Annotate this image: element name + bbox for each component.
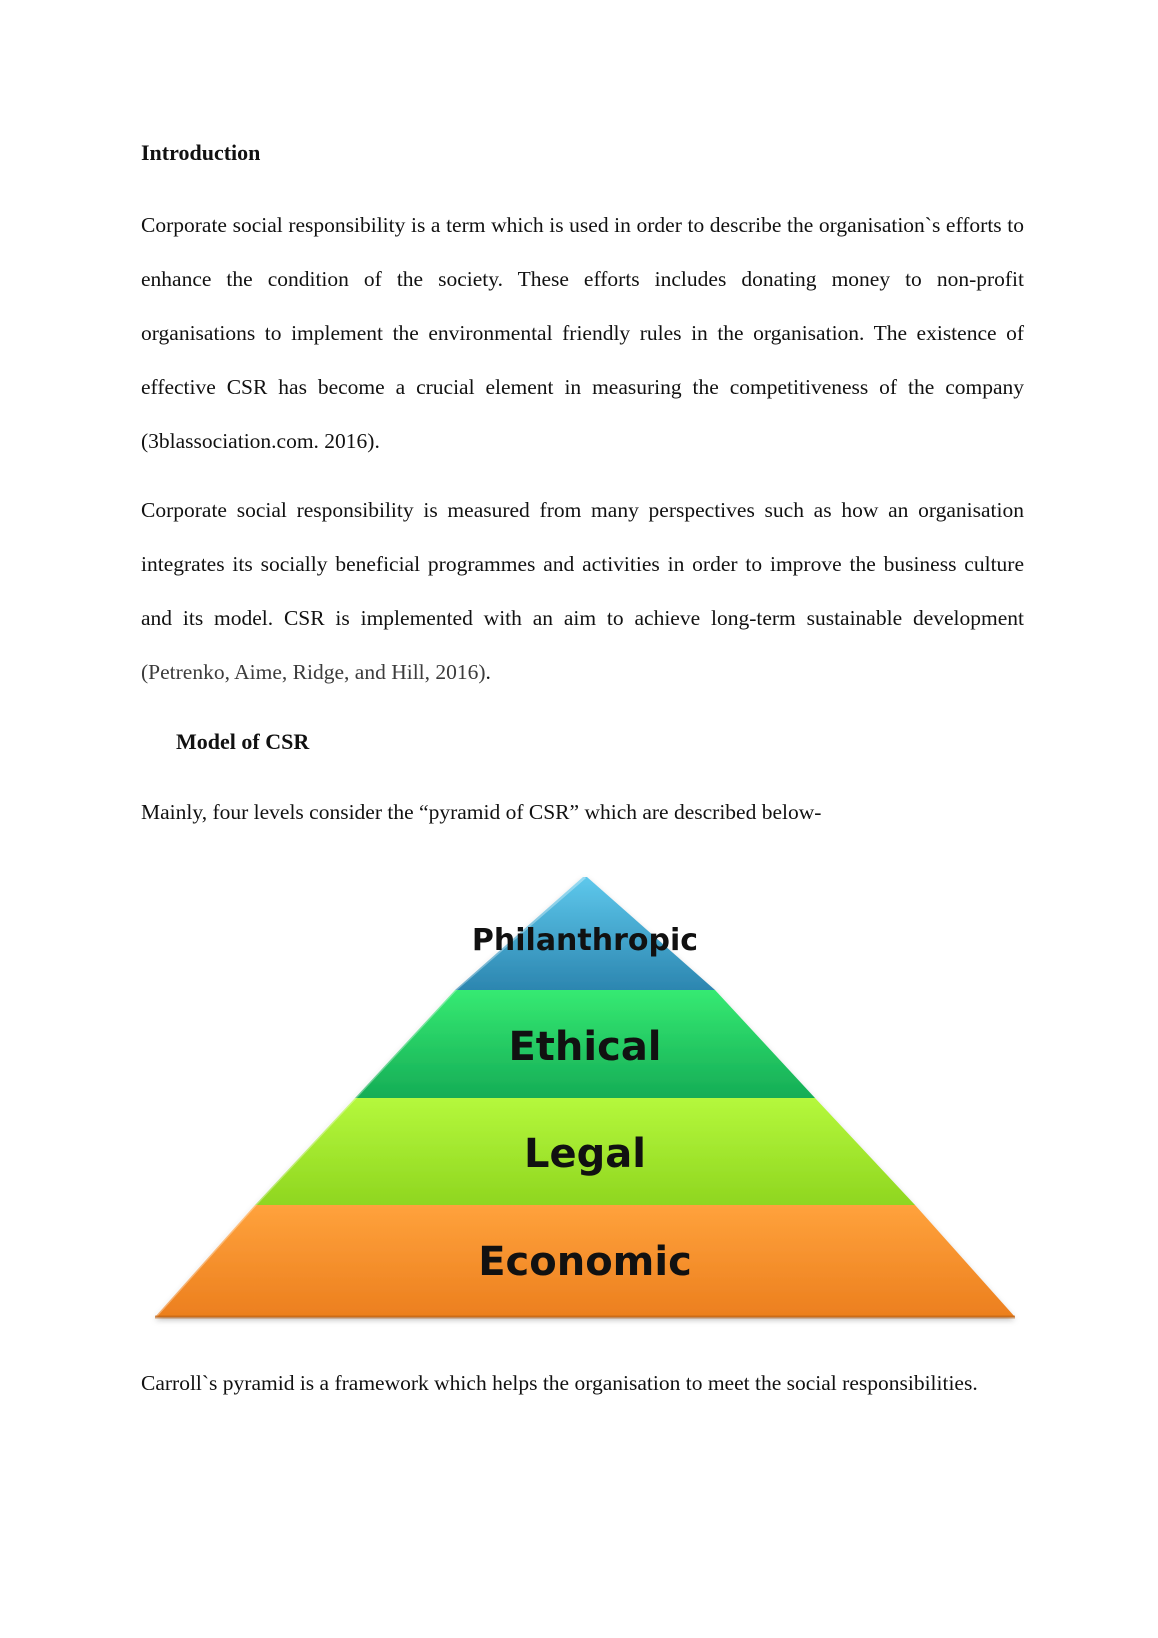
paragraph-end: . bbox=[485, 660, 491, 684]
citation: (Petrenko, Aime, Ridge, and Hill, 2016) bbox=[141, 660, 486, 684]
tier-label-economic: Economic bbox=[478, 1239, 692, 1285]
tier-label-ethical: Ethical bbox=[508, 1024, 662, 1070]
paragraph-text: Corporate social responsibility is measured from many perspectives such as how an organisation integrates its socially beneficial programmes and activities in order to improve the business culture and its model. CSR is implemented with an aim to achieve long-term sustainable development bbox=[141, 498, 1024, 630]
model-intro-paragraph: Mainly, four levels consider the “pyramid of CSR” which are described below- bbox=[141, 800, 822, 824]
tier-label-philanthropic: Philanthropic bbox=[471, 923, 699, 958]
closing-paragraph: Carroll`s pyramid is a framework which helps the organisation to meet the social responsibilities. bbox=[141, 1371, 978, 1395]
csr-pyramid-diagram bbox=[145, 865, 1025, 1335]
model-heading: Model of CSR bbox=[176, 729, 310, 754]
introduction-heading: Introduction bbox=[141, 140, 261, 165]
csr-measurement-paragraph bbox=[141, 483, 1024, 699]
tier-label-legal: Legal bbox=[524, 1131, 646, 1177]
introduction-paragraph: Corporate social responsibility is a term which is used in order to describe the organisation`s efforts to enhance the condition of the society. These efforts includes donating money to non-profit organisations to implement the environmental friendly rules in the organisation. The existence of effective CSR has become a crucial element in measuring the competitiveness of the company (3blassociation.com. 2016). bbox=[141, 213, 1024, 453]
